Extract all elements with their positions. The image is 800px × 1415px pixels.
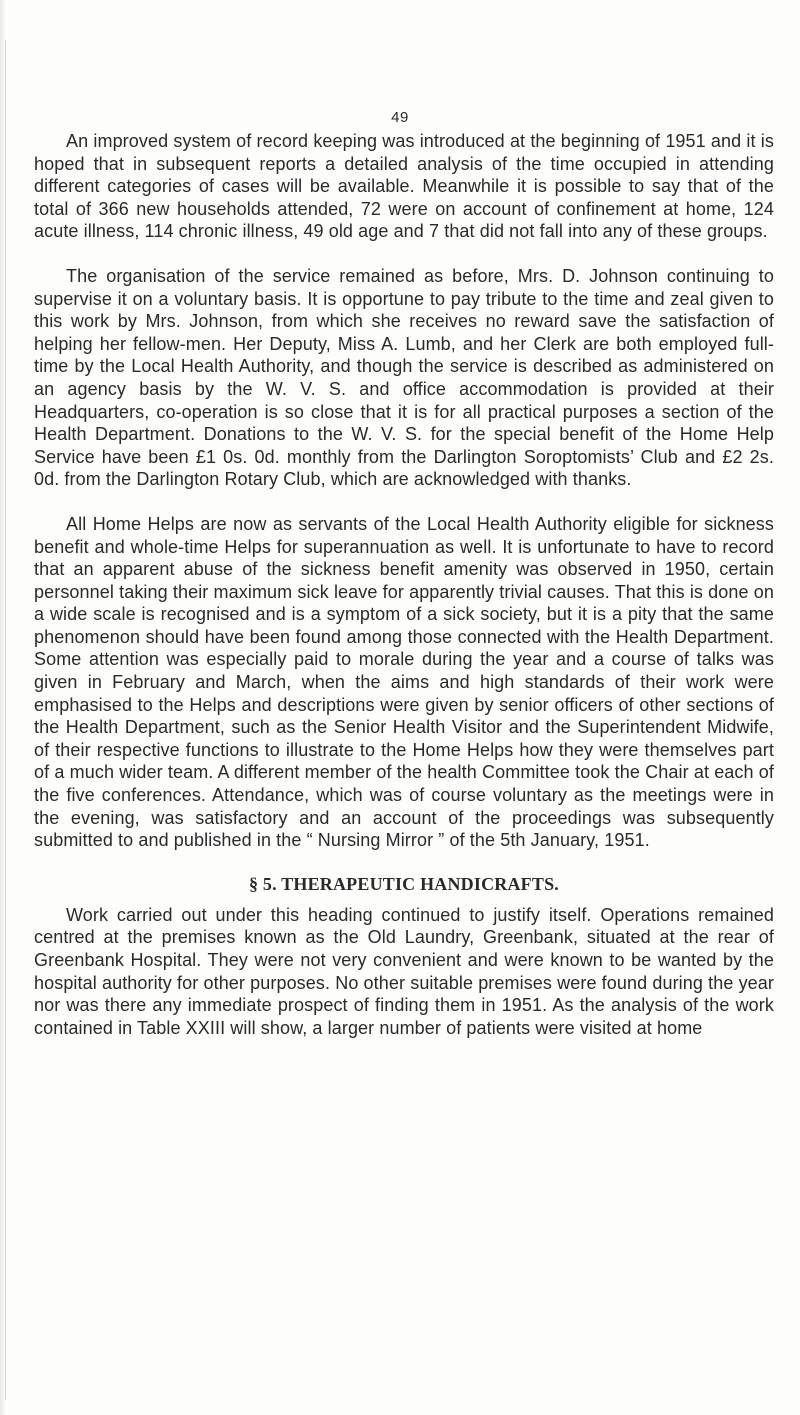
paragraph-handicrafts: Work carried out under this heading continued to justify itself. Operations remained centred at the premises known as the Old Laundry, Greenbank, situated at the rear of Greenbank Hospital. They were not very convenient and were known to be wanted by the hospital authority for other purposes. No other suitable premises were found during the year nor was there any immediate prospect of finding them in 1951. As the analysis of the work contained in Table XXIII will show, a larger number of patients were visited at home [34,904,774,1038]
paragraph-organisation: The organisation of the service remained as before, Mrs. D. Johnson continuing to supervise it on a voluntary basis. It is opportune to pay tribute to the time and zeal given to this work by Mrs. Johnson, from which she receives no reward save the satisfaction of helping her fellow-men. Her Deputy, Miss A. Lumb, and her Clerk are both employed full-time by the Local Health Authority, and though the service is described as administered on an agency basis by the W. V. S. and office accommodation is provided at their Headquarters, co-operation is so close that it is for all practical purposes a section of the Health Department. Donations to the W. V. S. for the special benefit of the Home Help Service have been £1 0s. 0d. monthly from the Darlington Soroptomists’ Club and £2 2s. 0d. from the Darlington Rotary Club, which are acknowledged with thanks. [34,265,774,490]
paragraph-home-helps: All Home Helps are now as servants of the Local Health Authority eligible for sickness benefit and whole-time Helps for superannuation as well. It is unfortunate to have to record that an apparent abuse of the sickness benefit amenity was observed in 1950, certain personnel taking their maximum sick leave for apparently trivial causes. That this is done on a wide scale is recognised and is a symptom of a sick society, but it is a pity that the same phenomenon should have been found among those connected with the Health Department. Some attention was especially paid to morale during the year and a course of talks was given in February and March, when the aims and high standards of their work were emphasised to the Helps and descriptions were given by senior officers of other sections of the Health Department, such as the Senior Health Visitor and the Superintendent Midwife, of their respective functions to illustrate to the Home Helps how they were themselves part of a much wider team. A different member of the health Committee took the Chair at each of the five conferences. Attendance, which was of course voluntary as the meetings were in the evening, was satisfactory and an account of the proceedings was subsequently submitted to and published in the “ Nursing Mirror ” of the 5th January, 1951. [34,513,774,851]
page-number: 49 [391,109,409,126]
section-heading: § 5. THERAPEUTIC HANDICRAFTS. [248,873,559,894]
paragraph-record-keeping: An improved system of record keeping was introduced at the beginning of 1951 and it is hoped that in subsequent reports a detailed analysis of the time occupied in attending different categories of cases will be available. Meanwhile it is possible to say that of the total of 366 new households attended, 72 were on account of confinement at home, 124 acute illness, 114 chronic illness, 49 old age and 7 that did not fall into any of these groups. [34,131,774,242]
page-body [34,130,774,1039]
page-binding-rule [5,40,6,1400]
